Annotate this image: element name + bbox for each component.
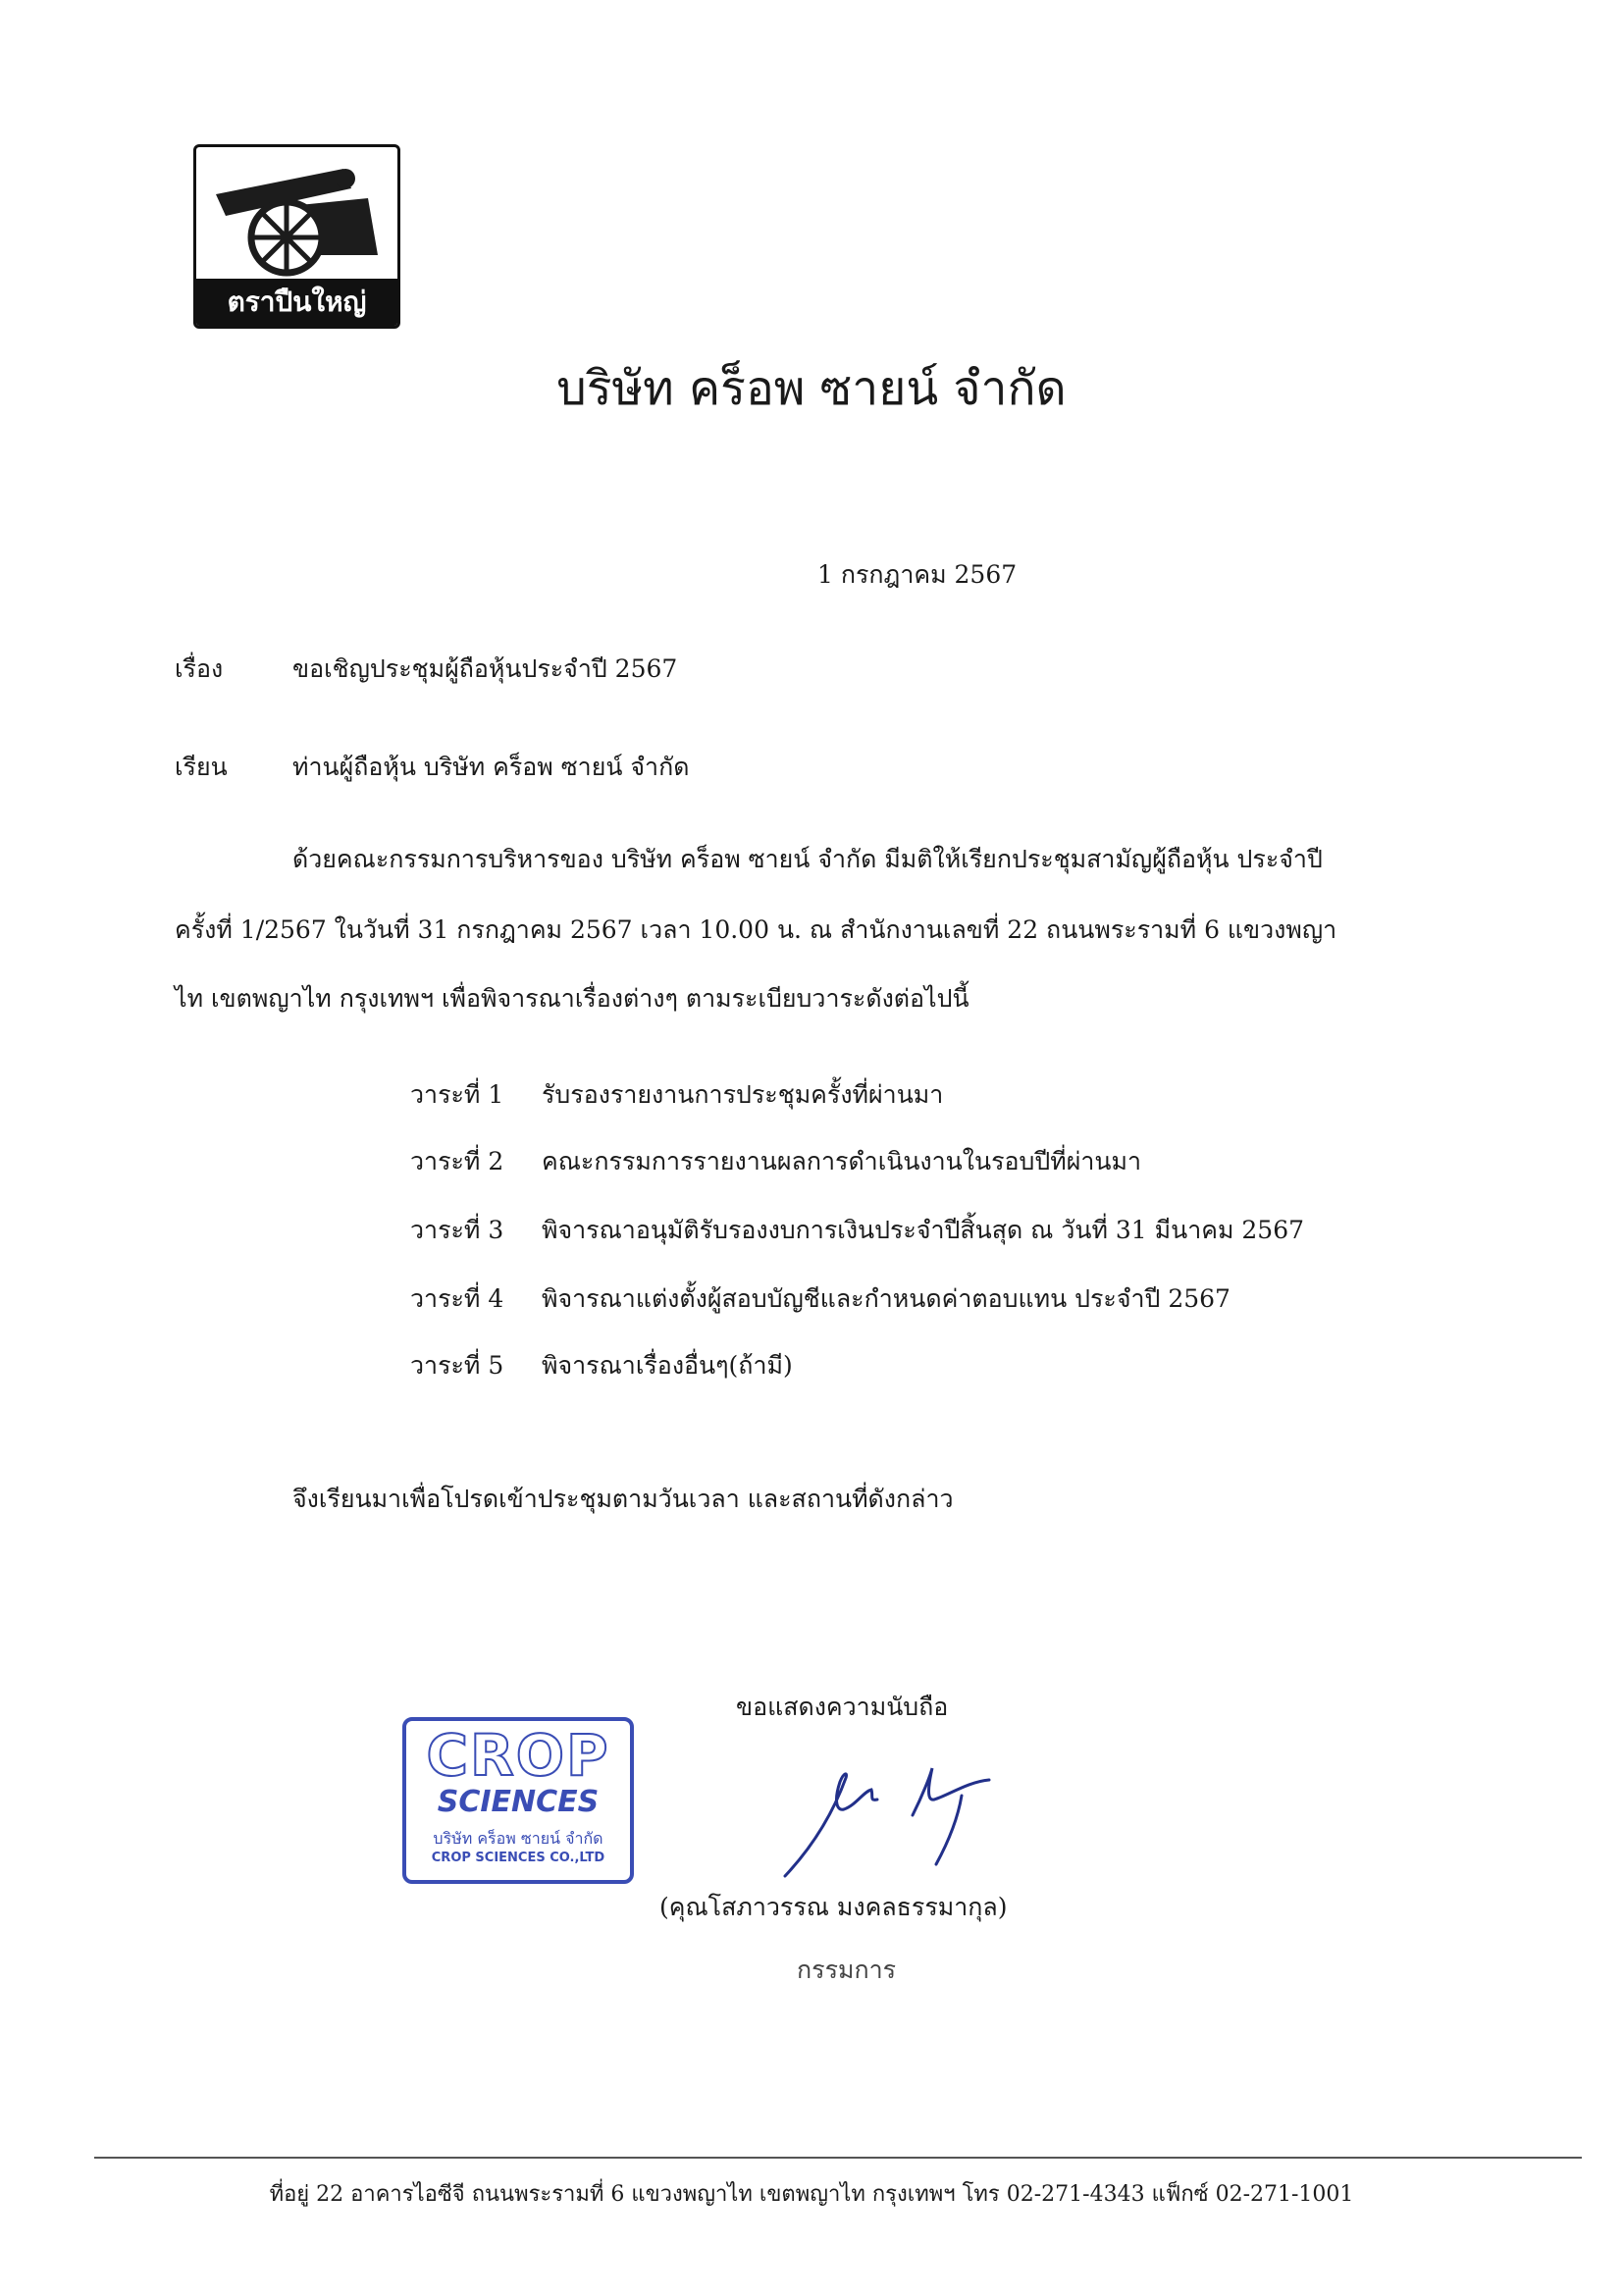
agenda-item-text: พิจารณาแต่งตั้งผู้สอบบัญชีและกำหนดค่าตอบแทน ประจำปี 2567: [542, 1284, 1230, 1313]
stamp-line-3: บริษัท คร็อพ ซายน์ จำกัด: [433, 1829, 603, 1848]
agenda-item-label: วาระที่ 4: [410, 1284, 504, 1313]
recipient-label: เรียน: [175, 753, 228, 781]
handwritten-signature: [775, 1756, 1011, 1884]
company-name: บริษัท คร็อพ ซายน์ จำกัด: [556, 361, 1067, 416]
company-stamp: [402, 1717, 634, 1884]
signatory-name: (คุณโสภาวรรณ มงคลธรรมากุล): [659, 1893, 1008, 1921]
agenda-item-label: วาระที่ 5: [410, 1351, 504, 1380]
sign-off: ขอแสดงความนับถือ: [736, 1693, 949, 1721]
letter-date: 1 กรกฎาคม 2567: [817, 560, 1018, 589]
stamp-line-4: CROP SCIENCES CO.,LTD: [431, 1851, 605, 1865]
subject-label: เรื่อง: [175, 654, 224, 683]
agenda-item-text: พิจารณาอนุมัติรับรองงบการเงินประจำปีสิ้นสุด ณ วันที่ 31 มีนาคม 2567: [542, 1216, 1305, 1244]
agenda-item-text: พิจารณาเรื่องอื่นๆ(ถ้ามี): [542, 1351, 793, 1380]
body-line-2: ครั้งที่ 1/2567 ในวันที่ 31 กรกฎาคม 2567 เวลา 10.00 น. ณ สำนักงานเลขที่ 22 ถนนพระรามที่ 6 แขวงพญา: [175, 915, 1337, 944]
stamp-line-1: CROP: [426, 1722, 610, 1789]
agenda-item-text: รับรองรายงานการประชุมครั้งที่ผ่านมา: [542, 1080, 944, 1109]
signatory-title: กรรมการ: [797, 1956, 897, 1984]
subject-text: ขอเชิญประชุมผู้ถือหุ้นประจำปี 2567: [292, 654, 678, 683]
agenda-item-label: วาระที่ 1: [410, 1080, 504, 1109]
footer-divider: [94, 2157, 1582, 2159]
recipient-text: ท่านผู้ถือหุ้น บริษัท คร็อพ ซายน์ จำกัด: [292, 753, 690, 781]
footer-address: ที่อยู่ 22 อาคารไอซีจี ถนนพระรามที่ 6 แขวงพญาไท เขตพญาไท กรุงเทพฯ โทร 02-271-4343 แฟ็กซ์ 02-271-1001: [269, 2182, 1354, 2207]
company-logo: [193, 144, 400, 329]
body-line-3: ไท เขตพญาไท กรุงเทพฯ เพื่อพิจารณาเรื่องต่างๆ ตามระเบียบวาระดังต่อไปนี้: [175, 984, 969, 1013]
agenda-item-text: คณะกรรมการรายงานผลการดำเนินงานในรอบปีที่ผ่านมา: [542, 1147, 1142, 1175]
body-line-1: ด้วยคณะกรรมการบริหารของ บริษัท คร็อพ ซายน์ จำกัด มีมติให้เรียกประชุมสามัญผู้ถือหุ้น ประจำปี: [292, 845, 1323, 873]
agenda-item-label: วาระที่ 3: [410, 1216, 504, 1244]
agenda-item-label: วาระที่ 2: [410, 1147, 504, 1175]
closing-paragraph: จึงเรียนมาเพื่อโปรดเข้าประชุมตามวันเวลา และสถานที่ดังกล่าว: [292, 1485, 954, 1513]
cannon-icon: [196, 147, 397, 279]
stamp-line-2: SCIENCES: [437, 1785, 600, 1819]
logo-text: ตราปืนใหญ่: [196, 279, 397, 326]
